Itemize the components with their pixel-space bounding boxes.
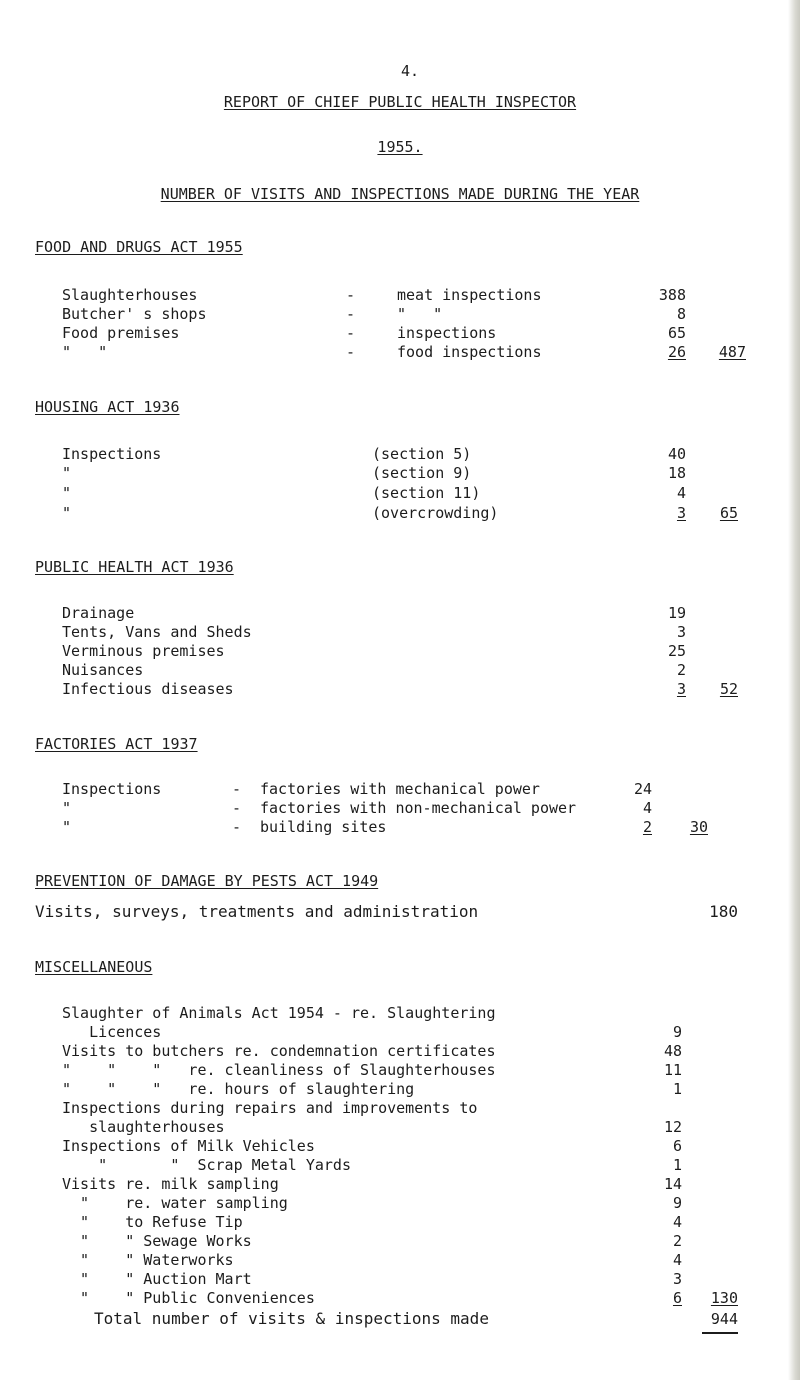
misc-section-total: 130 bbox=[710, 1289, 738, 1307]
food-row-value: 26 bbox=[667, 343, 686, 361]
housing-row-desc: (section 9) bbox=[372, 464, 472, 482]
public-health-row-label: Infectious diseases bbox=[62, 680, 234, 698]
factories-row-value: 4 bbox=[642, 799, 652, 817]
public-health-row-value: 25 bbox=[667, 642, 686, 660]
misc-row-value: 48 bbox=[663, 1042, 682, 1060]
misc-row-text: " " Sewage Works bbox=[62, 1232, 252, 1250]
housing-row-label: " bbox=[62, 464, 72, 482]
misc-row-value: 2 bbox=[672, 1232, 682, 1250]
misc-row-text: " " Scrap Metal Yards bbox=[62, 1156, 351, 1174]
misc-row-value: 3 bbox=[672, 1270, 682, 1288]
food-row-label: Slaughterhouses bbox=[62, 286, 198, 304]
public-health-row-label: Drainage bbox=[62, 604, 135, 622]
misc-row-text: " " " re. hours of slaughtering bbox=[62, 1080, 415, 1098]
public-health-row-value: 3 bbox=[676, 623, 686, 641]
housing-row-value: 18 bbox=[667, 464, 686, 482]
section-heading-factories: FACTORIES ACT 1937 bbox=[35, 735, 198, 753]
report-title: REPORT OF CHIEF PUBLIC HEALTH INSPECTOR bbox=[223, 93, 577, 111]
public-health-row-value: 2 bbox=[676, 661, 686, 679]
page-edge-shadow bbox=[788, 0, 800, 1380]
pests-line: Visits, surveys, treatments and administration bbox=[35, 902, 479, 921]
factories-row-value: 24 bbox=[633, 780, 652, 798]
housing-row-value: 40 bbox=[667, 445, 686, 463]
housing-section-total: 65 bbox=[719, 504, 738, 522]
misc-row-text: " re. water sampling bbox=[62, 1194, 288, 1212]
housing-row-value: 4 bbox=[676, 484, 686, 502]
housing-row-desc: (section 5) bbox=[372, 445, 472, 463]
misc-row-text: Inspections during repairs and improvements to bbox=[62, 1099, 478, 1117]
misc-row-text: Visits to butchers re. condemnation certificates bbox=[62, 1042, 496, 1060]
food-row-label: Food premises bbox=[62, 324, 180, 342]
factories-row-desc: building sites bbox=[260, 818, 387, 836]
factories-section-total: 30 bbox=[689, 818, 708, 836]
misc-row-value: 6 bbox=[672, 1289, 682, 1307]
food-row-label: Butcher' s shops bbox=[62, 305, 207, 323]
misc-row-value: 1 bbox=[672, 1080, 682, 1098]
food-row-value: 8 bbox=[676, 305, 686, 323]
factories-row-label: " bbox=[62, 818, 72, 836]
food-section-total: 487 bbox=[718, 343, 746, 361]
public-health-row-value: 3 bbox=[676, 680, 686, 698]
grand-total-rule bbox=[702, 1332, 738, 1334]
misc-row-value: 12 bbox=[663, 1118, 682, 1136]
factories-row-dash: - bbox=[232, 818, 242, 836]
page-number: 4. bbox=[400, 62, 420, 80]
housing-row-desc: (overcrowding) bbox=[372, 504, 499, 522]
misc-row-text: " " Auction Mart bbox=[62, 1270, 252, 1288]
housing-row-label: Inspections bbox=[62, 445, 162, 463]
public-health-row-label: Tents, Vans and Sheds bbox=[62, 623, 252, 641]
public-health-row-label: Verminous premises bbox=[62, 642, 225, 660]
misc-row-text: " " Public Conveniences bbox=[62, 1289, 315, 1307]
misc-row-text: " " Waterworks bbox=[62, 1251, 234, 1269]
misc-row-value: 14 bbox=[663, 1175, 682, 1193]
food-row-desc: inspections bbox=[397, 324, 497, 342]
public-health-row-label: Nuisances bbox=[62, 661, 144, 679]
report-subtitle: NUMBER OF VISITS AND INSPECTIONS MADE DURING THE YEAR bbox=[160, 185, 640, 203]
housing-row-value: 3 bbox=[676, 504, 686, 522]
food-row-label: " " bbox=[62, 343, 108, 361]
food-row-desc: food inspections bbox=[397, 343, 542, 361]
misc-row-text: Licences bbox=[62, 1023, 162, 1041]
food-row-value: 65 bbox=[667, 324, 686, 342]
pests-section-total: 180 bbox=[709, 902, 738, 921]
factories-row-dash: - bbox=[232, 799, 242, 817]
misc-row-value: 4 bbox=[672, 1251, 682, 1269]
factories-row-label: Inspections bbox=[62, 780, 162, 798]
report-year: 1955. bbox=[377, 138, 423, 156]
housing-row-label: " bbox=[62, 484, 72, 502]
misc-row-value: 11 bbox=[663, 1061, 682, 1079]
public-health-section-total: 52 bbox=[719, 680, 738, 698]
food-row-dash: - bbox=[346, 305, 356, 323]
factories-row-label: " bbox=[62, 799, 72, 817]
misc-row-value: 9 bbox=[672, 1023, 682, 1041]
public-health-row-value: 19 bbox=[667, 604, 686, 622]
section-heading-pests: PREVENTION OF DAMAGE BY PESTS ACT 1949 bbox=[35, 872, 379, 890]
housing-row-desc: (section 11) bbox=[372, 484, 481, 502]
grand-total-label: Total number of visits & inspections made bbox=[94, 1309, 489, 1328]
housing-row-label: " bbox=[62, 504, 72, 522]
factories-row-dash: - bbox=[232, 780, 242, 798]
food-row-desc: meat inspections bbox=[397, 286, 542, 304]
misc-row-text: Visits re. milk sampling bbox=[62, 1175, 279, 1193]
misc-row-text: slaughterhouses bbox=[62, 1118, 225, 1136]
food-row-dash: - bbox=[346, 324, 356, 342]
section-heading-public-health: PUBLIC HEALTH ACT 1936 bbox=[35, 558, 234, 576]
food-row-dash: - bbox=[346, 343, 356, 361]
section-heading-misc: MISCELLANEOUS bbox=[35, 958, 153, 976]
factories-row-desc: factories with mechanical power bbox=[260, 780, 540, 798]
misc-row-value: 1 bbox=[672, 1156, 682, 1174]
factories-row-value: 2 bbox=[642, 818, 652, 836]
food-row-desc: " " bbox=[397, 305, 443, 323]
misc-row-text: Slaughter of Animals Act 1954 - re. Slaughtering bbox=[62, 1004, 496, 1022]
section-heading-housing: HOUSING ACT 1936 bbox=[35, 398, 180, 416]
misc-row-text: " " " re. cleanliness of Slaughterhouses bbox=[62, 1061, 496, 1079]
factories-row-desc: factories with non-mechanical power bbox=[260, 799, 577, 817]
food-row-dash: - bbox=[346, 286, 356, 304]
misc-row-value: 6 bbox=[672, 1137, 682, 1155]
misc-row-text: Inspections of Milk Vehicles bbox=[62, 1137, 315, 1155]
misc-row-value: 9 bbox=[672, 1194, 682, 1212]
section-heading-food: FOOD AND DRUGS ACT 1955 bbox=[35, 238, 243, 256]
grand-total-value: 944 bbox=[710, 1310, 738, 1328]
misc-row-value: 4 bbox=[672, 1213, 682, 1231]
food-row-value: 388 bbox=[658, 286, 686, 304]
misc-row-text: " to Refuse Tip bbox=[62, 1213, 243, 1231]
